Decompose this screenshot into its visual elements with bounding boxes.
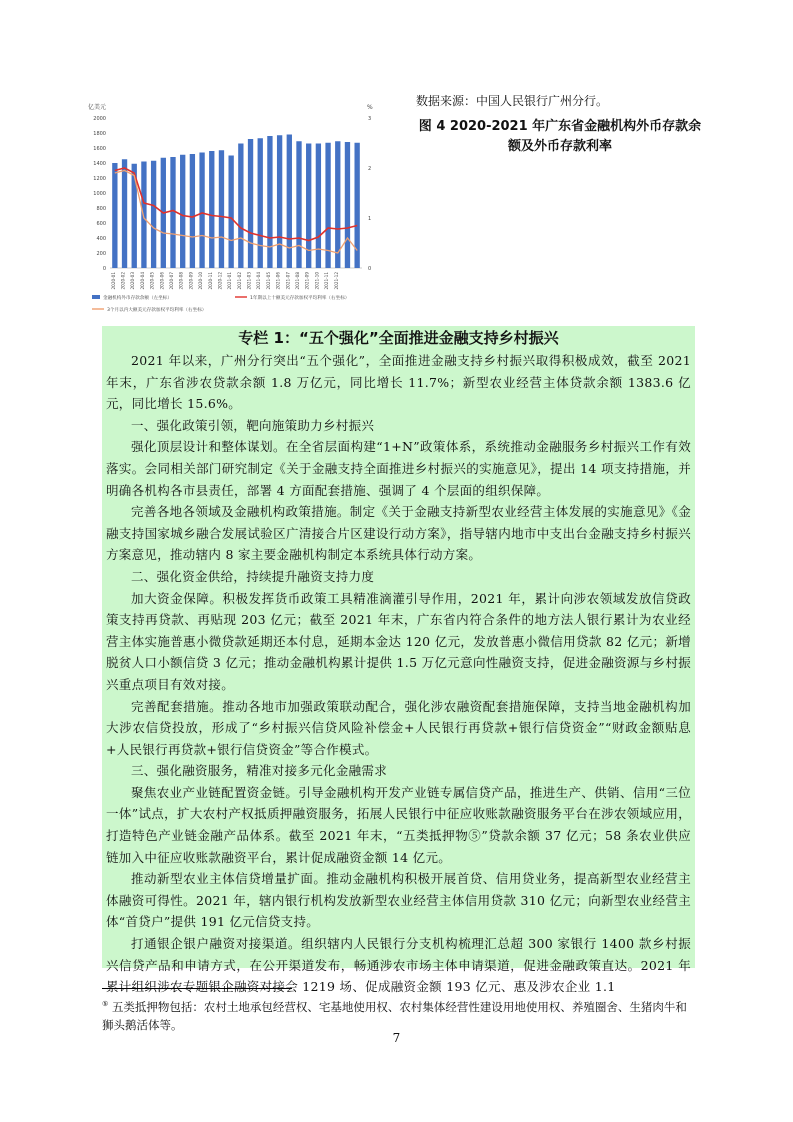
x-tick-label: 2021-05 — [265, 272, 271, 290]
x-tick-label: 2020-07 — [169, 272, 174, 290]
y-left-tick-label: 1800 — [93, 131, 106, 137]
bar — [354, 143, 359, 268]
figure-title-line1: 图 4 2020-2021 年广东省金融机构外币存款余 — [418, 119, 702, 134]
x-tick-label: 2020-04 — [139, 272, 145, 290]
x-tick-label: 2021-04 — [256, 272, 262, 290]
y-left-tick-label: 1400 — [93, 161, 106, 167]
x-tick-label: 2021-02 — [236, 272, 242, 290]
column-box — [102, 326, 695, 995]
footnote — [102, 995, 695, 1034]
bar — [219, 150, 224, 268]
page-number: 7 — [392, 1031, 401, 1045]
bar — [180, 155, 185, 268]
x-tick-label: 2020-09 — [188, 272, 194, 290]
bar — [248, 139, 253, 268]
x-tick-label: 2021-08 — [295, 272, 300, 290]
y-left-tick-label: 800 — [96, 206, 106, 212]
x-tick-label: 2020-12 — [217, 272, 223, 290]
figure-source: 数据来源：中国人民银行广州分行。 — [416, 94, 609, 108]
legend-label-1yr: 1年期以上十额美元存款加权平均利率（右坐标） — [250, 296, 350, 301]
bar — [325, 143, 330, 268]
x-tick-label: 2021-03 — [246, 272, 252, 290]
box-paragraph: 推动新型农业主体信贷增量扩面。推动金融机构积极开展首贷、信用贷业务，提高新型农业经营主体融资可得性。2021 年，辖内银行机构发放新型农业经营主体信用贷款 310 亿元；向新型农业经营主体“首贷户”提供 191 亿元信贷支持。 — [106, 871, 691, 930]
x-tick-label: 2020-06 — [159, 272, 165, 290]
x-tick-label: 2020-08 — [178, 272, 184, 290]
x-tick-label: 2020-03 — [130, 272, 136, 290]
y-left-tick-label: 2000 — [93, 116, 106, 122]
x-tick-label: 2020-01 — [110, 272, 116, 290]
footnote-mark: ⑤ — [102, 1000, 109, 1008]
figure-title — [400, 117, 720, 157]
y-right-tick-label: 3 — [368, 116, 372, 122]
y-left-tick-label: 1200 — [93, 176, 106, 182]
y-left-tick-label: 0 — [102, 266, 106, 272]
y-left-tick-label: 1600 — [93, 146, 106, 152]
x-tick-label: 2021-10 — [314, 272, 320, 290]
y-right-tick-label: 1 — [368, 216, 372, 222]
chart — [80, 100, 380, 320]
bar — [151, 161, 156, 268]
bar — [170, 157, 175, 268]
y-left-tick-label: 200 — [96, 251, 106, 257]
y-right-tick-label: 0 — [368, 266, 372, 272]
bar — [141, 162, 146, 269]
box-paragraph: 2021 年以来，广州分行突出“五个强化”，全面推进金融支持乡村振兴取得积极成效，截至 2021 年末，广东省涉农贷款余额 1.8 万亿元，同比增长 11.7%；新型农业经营主体贷款余额 1383.6 亿元，同比增长 15.6%。 — [106, 353, 691, 412]
bar — [209, 151, 214, 268]
y-left-tick-label: 600 — [96, 221, 106, 227]
y-right-tick-label: 2 — [368, 166, 372, 172]
box-paragraph: 完善配套措施。推动各地市加强政策联动配合，强化涉农融资配套措施保障，支持当地金融机构加大涉农信贷投放，形成了“乡村振兴信贷风险补偿金+人民银行再贷款+银行信贷资金”“财政金额贴息+人民银行再贷款+银行信贷资金”等合作模式。 — [106, 698, 691, 757]
box-paragraph: 聚焦农业产业链配置资金链。引导金融机构开发产业链专属信贷产品，推进生产、供销、信用“三位一体”试点，扩大农村产权抵质押融资服务，拓展人民银行中征应收账款融资服务平台在涉农领域应用，打造特色产业链金融产品体系。截至 2021 年末，“五类抵押物⑤”贷款余额 37 亿元；58 条农业供应链加入中征应收账款融资平台，累计促成融资金额 14 亿元。 — [106, 784, 691, 865]
bar — [258, 138, 263, 268]
box-paragraph: 打通银企银户融资对接渠道。组织辖内人民银行分支机构梳理汇总超 300 家银行 1400 款乡村振兴信贷产品和申请方式，在公开渠道发布，畅通涉农市场主体申请渠道，促进金融政策直达。2021 年累计组织涉农专题银企融资对接会 1219 场、促成融资金额 193 亿元、惠及涉农企业 1.1 — [106, 936, 691, 995]
x-tick-label: 2021-12 — [333, 272, 339, 290]
footnote-text: 五类抵押物包括：农村土地承包经营权、宅基地使用权、农村集体经营性建设用地使用权、养殖圈舍、生猪肉牛和狮头鹅活体等。 — [102, 999, 687, 1032]
bar — [238, 144, 243, 269]
bar — [199, 153, 204, 269]
y-left-tick-label: 1000 — [93, 191, 106, 197]
x-tick-label: 2020-05 — [149, 272, 155, 290]
legend-label-3mo: 3个月以内大额美元存款加权平均利率（右坐标） — [107, 308, 207, 313]
bar — [277, 135, 282, 268]
legend-swatch-bar — [92, 295, 100, 299]
bar — [112, 163, 117, 268]
x-tick-label: 2020-02 — [120, 272, 126, 290]
figure-title-line2: 额及外币存款利率 — [507, 139, 612, 154]
bar — [296, 141, 301, 268]
figure-caption — [400, 92, 720, 157]
bar — [228, 156, 233, 269]
x-tick-label: 2021-09 — [304, 272, 310, 290]
box-heading: 三、强化融资服务，精准对接多元化金融需求 — [131, 763, 388, 779]
x-tick-label: 2021-11 — [324, 272, 330, 290]
x-tick-label: 2021-06 — [275, 272, 281, 290]
bar — [267, 136, 272, 268]
bar — [345, 142, 350, 268]
x-tick-label: 2020-11 — [207, 272, 213, 290]
bar — [190, 154, 195, 268]
box-heading: 一、强化政策引领，靶向施策助力乡村振兴 — [131, 417, 375, 433]
x-tick-label: 2020-10 — [198, 272, 204, 290]
box-paragraph: 强化顶层设计和整体谋划。在全省层面构建“1+N”政策体系，系统推动金融服务乡村振兴工作有效落实。会同相关部门研究制定《关于金融支持全面推进乡村振兴的实施意见》，提出 14 项支持措施，并明确各机构各市县责任，部署 4 方面配套措施、强调了 4 个层面的组织保障。 — [106, 439, 691, 498]
footnote-divider — [102, 988, 292, 989]
x-tick-label: 2021-01 — [227, 272, 233, 290]
box-title: 专栏 1：“五个强化”全面推进金融支持乡村振兴 — [238, 329, 559, 347]
legend-label-bar: 金融机构外币存款余额（左坐标） — [103, 296, 172, 301]
y-left-tick-label: 400 — [96, 236, 106, 242]
box-paragraph: 完善各地各领域及金融机构政策措施。制定《关于金融支持新型农业经营主体发展的实施意见》《金融支持国家城乡融合发展试验区广清接合片区建设行动方案》，指导辖内地市中支出台金融支持乡村振兴方案意见，推动辖内 8 家主要金融机构制定本系统具体行动方案。 — [106, 504, 691, 563]
box-paragraph: 加大资金保障。积极发挥货币政策工具精准滴灌引导作用，2021 年，累计向涉农领域发放信贷政策支持再贷款、再贴现 203 亿元；截至 2021 年末，广东省内符合条件的地方法人银行累计为农业经营主体实施普惠小微贷款延期还本付息，延期本金达 120 亿元，发放普惠小微信用贷款 82 亿元；新增脱贫人口小额信贷 3 亿元；推动金融机构累计提供 1.5 万亿元意向性融资支持，促进金融资源与乡村振兴重点项目有效对接。 — [106, 590, 691, 692]
bar — [122, 159, 127, 268]
y-left-unit: 亿美元 — [88, 104, 107, 111]
box-heading: 二、强化资金供给，持续提升融资支持力度 — [131, 568, 375, 584]
x-tick-label: 2021-07 — [285, 272, 291, 290]
y-right-unit: % — [367, 104, 373, 111]
